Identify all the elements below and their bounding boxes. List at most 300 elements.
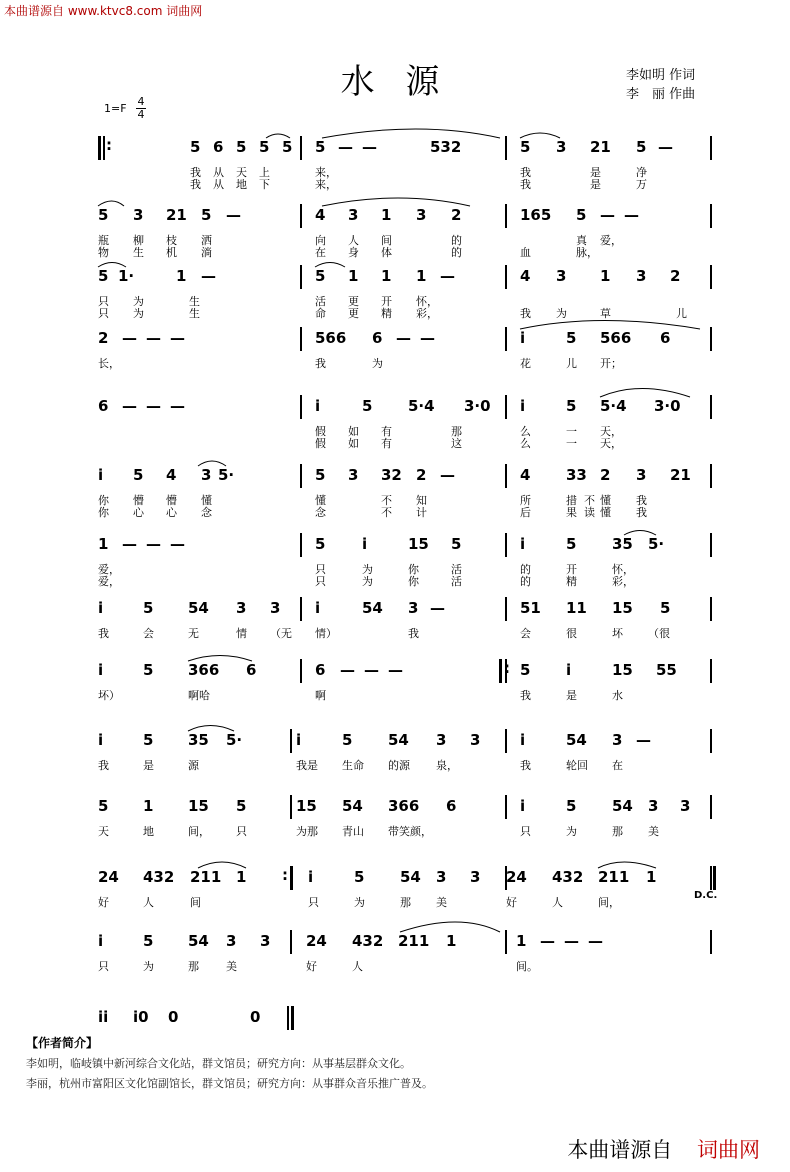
slur — [520, 321, 700, 330]
lyric-verse1: （无 — [270, 627, 292, 640]
jianpu-note: 21 — [590, 138, 611, 156]
jianpu-note: 54 — [612, 797, 633, 815]
jianpu-note: 3 — [270, 599, 281, 617]
jianpu-note: — — [201, 267, 216, 285]
lyric-verse2: 爱， — [98, 575, 120, 588]
jianpu-note: 5· — [218, 466, 235, 484]
jianpu-note: 2 — [451, 206, 462, 224]
jianpu-note: 2 — [600, 466, 611, 484]
slur — [322, 198, 470, 206]
jianpu-note: i — [98, 599, 104, 617]
lyric-verse2: 草 — [600, 307, 611, 320]
lyric-verse2: 脉， — [576, 246, 598, 259]
lyric-verse1: 人 — [143, 896, 154, 909]
jianpu-note: 2 — [98, 329, 109, 347]
lyric-verse1: 坏） — [98, 689, 120, 702]
lyric-verse2: 我 — [636, 506, 647, 519]
jianpu-note: 1· — [118, 267, 135, 285]
slur — [624, 531, 656, 536]
lyric-verse2: 的 — [520, 575, 531, 588]
lyric-verse2: 在 — [315, 246, 326, 259]
slur — [600, 389, 690, 398]
lyric-verse1: 是 — [566, 689, 577, 702]
jianpu-note: i — [315, 599, 321, 617]
lyric-verse1: 不 — [381, 494, 392, 507]
lyric-verse1: 怀， — [416, 295, 438, 308]
lyric-verse2: 念 — [315, 506, 326, 519]
lyric-verse1: 啊 — [315, 689, 326, 702]
lyric-verse1: 好 — [306, 960, 317, 973]
lyric-verse2: 天， — [600, 437, 622, 450]
jianpu-note: i — [98, 661, 104, 679]
lyric-verse2: 体 — [381, 246, 392, 259]
lyric-verse1: 只 — [98, 295, 109, 308]
lyric-verse2: 下 — [259, 178, 270, 191]
meter-bottom: 4 — [137, 108, 145, 121]
jianpu-note: 3·0 — [654, 397, 681, 415]
bio-heading: 【作者简介】 — [26, 1036, 99, 1050]
lyric-verse2: 你 — [98, 506, 109, 519]
jianpu-note: 1 — [381, 267, 392, 285]
repeat-dots: : — [106, 136, 112, 154]
jianpu-note: 5 — [236, 138, 247, 156]
dc-marking: D.C. — [694, 890, 718, 901]
lyric-verse2: 我 — [190, 178, 201, 191]
jianpu-note: 5 — [315, 466, 326, 484]
jianpu-note: 5 — [520, 661, 531, 679]
jianpu-note: 1 — [516, 932, 527, 950]
lyric-verse1: 为 — [362, 563, 373, 576]
lyric-verse1: 只 — [520, 825, 531, 838]
jianpu-note: i — [520, 329, 526, 347]
lyric-verse1: 那 — [612, 825, 623, 838]
lyric-verse1: 间， — [598, 896, 620, 909]
jianpu-note: 5 — [315, 138, 326, 156]
jianpu-note: 5·4 — [408, 397, 435, 415]
jianpu-note: i — [98, 731, 104, 749]
lyric-verse2: 来， — [315, 178, 337, 191]
lyric-verse2: 生 — [189, 307, 200, 320]
jianpu-note: 5 — [236, 797, 247, 815]
lyric-verse1: 青山 — [342, 825, 364, 838]
jianpu-note: — — [388, 661, 403, 679]
jianpu-note: 11 — [566, 599, 587, 617]
jianpu-note: 6 — [315, 661, 326, 679]
jianpu-note: 5 — [201, 206, 212, 224]
lyric-verse1: 的 — [451, 234, 462, 247]
jianpu-note: 3 — [436, 868, 447, 886]
lyric-verse1: 在 — [612, 759, 623, 772]
lyric-verse2: 为 — [556, 307, 567, 320]
jianpu-note: 1 — [416, 267, 427, 285]
jianpu-note: 5· — [648, 535, 665, 553]
jianpu-note: 366 — [188, 661, 220, 679]
lyric-verse1: 坏 — [612, 627, 623, 640]
jianpu-note: 15 — [296, 797, 317, 815]
lyric-verse2: 有 — [381, 437, 392, 450]
jianpu-note: — — [122, 535, 137, 553]
jianpu-note: 3 — [436, 731, 447, 749]
lyric-verse1: 天 — [236, 166, 247, 179]
jianpu-note: — — [226, 206, 241, 224]
lyric-verse1: 源 — [188, 759, 199, 772]
jianpu-note: 6 — [98, 397, 109, 415]
jianpu-note: 3 — [648, 797, 659, 815]
lyric-verse1: 生命 — [342, 759, 364, 772]
lyric-verse1: 是 — [590, 166, 601, 179]
jianpu-note: 5·4 — [600, 397, 627, 415]
lyric-verse1: 地 — [143, 825, 154, 838]
lyric-verse1: 爱， — [98, 563, 120, 576]
lyric-verse2: 我 — [520, 178, 531, 191]
jianpu-note: 5 — [133, 466, 144, 484]
slur — [598, 862, 656, 868]
lyric-verse2: 心 — [133, 506, 144, 519]
jianpu-note: i — [296, 731, 302, 749]
slur — [266, 134, 290, 138]
jianpu-note: — — [564, 932, 579, 950]
lyric-verse1: 是 — [143, 759, 154, 772]
jianpu-note: 1 — [176, 267, 187, 285]
jianpu-note: 211 — [398, 932, 430, 950]
lyric-verse1: 一 — [566, 425, 577, 438]
lyric-verse1: 为 — [354, 896, 365, 909]
jianpu-note: 1 — [446, 932, 457, 950]
slur — [188, 656, 252, 662]
jianpu-note: 21 — [670, 466, 691, 484]
jianpu-note: 51 — [520, 599, 541, 617]
lyric-verse2: 地 — [236, 178, 247, 191]
jianpu-note: i — [520, 797, 526, 815]
jianpu-note: 5 — [98, 797, 109, 815]
footer-brand-text: 词曲网 — [697, 1138, 760, 1162]
lyric-verse1: 来， — [315, 166, 337, 179]
jianpu-note: 15 — [408, 535, 429, 553]
jianpu-note: — — [658, 138, 673, 156]
song-title: 水 源 — [340, 62, 450, 102]
lyric-verse2: 计 — [416, 506, 427, 519]
lyric-verse2: 活 — [451, 575, 462, 588]
lyric-verse1: 花 — [520, 357, 531, 370]
jianpu-note: 6 — [446, 797, 457, 815]
lyric-verse2: 身 — [348, 246, 359, 259]
lyric-verse1: 间， — [188, 825, 210, 838]
jianpu-note: 5 — [143, 661, 154, 679]
lyric-verse2: 果 — [566, 506, 577, 519]
jianpu-note: 4 — [520, 267, 531, 285]
lyric-verse1: 活 — [315, 295, 326, 308]
jianpu-note: — — [636, 731, 651, 749]
jianpu-note: 21 — [166, 206, 187, 224]
lyric-verse2: 心 — [166, 506, 177, 519]
jianpu-note: 5 — [660, 599, 671, 617]
jianpu-note: 4 — [166, 466, 177, 484]
lyric-verse2: 一 — [566, 437, 577, 450]
jianpu-note: — — [340, 661, 355, 679]
jianpu-note: 54 — [400, 868, 421, 886]
jianpu-note: i0 — [133, 1008, 149, 1026]
jianpu-note: 24 — [506, 868, 527, 886]
lyric-verse1: 人 — [552, 896, 563, 909]
slur — [198, 461, 226, 466]
lyric-verse1: 轮回 — [566, 759, 588, 772]
lyric-verse1: 生 — [189, 295, 200, 308]
lyric-verse1: 为 — [133, 295, 144, 308]
lyric-verse1: 人 — [348, 234, 359, 247]
jianpu-note: 3 — [636, 466, 647, 484]
jianpu-note: 5 — [315, 535, 326, 553]
jianpu-note: 1 — [600, 267, 611, 285]
lyric-verse1: 我 — [520, 759, 531, 772]
lyric-verse1: 么 — [520, 425, 531, 438]
jianpu-note: 3 — [348, 206, 359, 224]
slur — [98, 201, 124, 206]
lyric-verse2: 为 — [133, 307, 144, 320]
lyric-verse1: 柳 — [133, 234, 144, 247]
jianpu-note: — — [362, 138, 377, 156]
jianpu-note: 432 — [143, 868, 175, 886]
lyric-verse2: 读 — [584, 506, 595, 519]
lyric-verse1: 啊哈 — [188, 689, 210, 702]
jianpu-note: 2 — [416, 466, 427, 484]
lyric-verse1: 美 — [648, 825, 659, 838]
slur — [520, 133, 560, 138]
jianpu-note: 33 — [566, 466, 587, 484]
lyric-verse1: 瓶 — [98, 234, 109, 247]
jianpu-note: 5 — [566, 397, 577, 415]
jianpu-note: 566 — [600, 329, 632, 347]
jianpu-note: — — [122, 397, 137, 415]
repeat-end-dots: : — [282, 866, 288, 884]
lyric-verse1: 你 — [408, 563, 419, 576]
jianpu-note: — — [170, 397, 185, 415]
lyric-verse2: 这 — [451, 437, 462, 450]
jianpu-note: 5 — [143, 731, 154, 749]
lyric-verse1: 泉， — [436, 759, 458, 772]
jianpu-note: 4 — [520, 466, 531, 484]
jianpu-note: 3 — [612, 731, 623, 749]
slur — [98, 263, 126, 268]
jianpu-note: — — [364, 661, 379, 679]
lyric-verse2: 万 — [636, 178, 647, 191]
jianpu-note: 5 — [520, 138, 531, 156]
jianpu-note: — — [430, 599, 445, 617]
jianpu-note: 532 — [430, 138, 462, 156]
jianpu-note: 5 — [342, 731, 353, 749]
lyric-verse1: 为那 — [296, 825, 318, 838]
jianpu-note: 3 — [556, 267, 567, 285]
lyric-verse1: 无 — [188, 627, 199, 640]
lyric-verse1: 为 — [566, 825, 577, 838]
jianpu-note: i — [520, 535, 526, 553]
lyric-verse1: 带笑颜， — [388, 825, 432, 838]
bio-line-2: 李丽，杭州市富阳区文化馆副馆长，群文馆员；研究方向：从事群众音乐推广普及。 — [26, 1077, 433, 1090]
lyric-verse2: 我 — [520, 307, 531, 320]
lyric-verse2: 血 — [520, 246, 531, 259]
lyric-verse1: 我 — [520, 166, 531, 179]
lyric-verse2: 么 — [520, 437, 531, 450]
jianpu-note: 3 — [133, 206, 144, 224]
lyric-verse1: 所 — [520, 494, 531, 507]
jianpu-note: 2 — [670, 267, 681, 285]
slur — [322, 129, 500, 138]
lyric-verse2: 为 — [362, 575, 373, 588]
lyric-verse2: 儿 — [676, 307, 687, 320]
jianpu-note: 3 — [416, 206, 427, 224]
lyric-verse2: 机 — [166, 246, 177, 259]
lyric-verse1: 我 — [520, 689, 531, 702]
jianpu-note: 5 — [259, 138, 270, 156]
footer — [567, 1134, 760, 1164]
lyric-verse2: 不 — [381, 506, 392, 519]
jianpu-note: ii — [98, 1008, 109, 1026]
lyric-verse1: 我 — [98, 627, 109, 640]
jianpu-note: 5 — [566, 797, 577, 815]
jianpu-note: 5 — [636, 138, 647, 156]
lyric-verse1: 会 — [520, 627, 531, 640]
jianpu-note: 3 — [260, 932, 271, 950]
lyric-verse1: 开 — [381, 295, 392, 308]
lyric-verse1: 真 — [576, 234, 587, 247]
lyric-verse1: 不 — [584, 494, 595, 507]
lyric-verse1: 懵 — [133, 494, 144, 507]
lyric-verse2: 你 — [408, 575, 419, 588]
jianpu-note: 5 — [451, 535, 462, 553]
lyric-verse1: 开； — [600, 357, 622, 370]
jianpu-note: 5 — [143, 599, 154, 617]
lyric-verse1: 从 — [213, 166, 224, 179]
jianpu-note: 0 — [250, 1008, 261, 1026]
lyric-verse1: 如 — [348, 425, 359, 438]
lyric-verse1: 开 — [566, 563, 577, 576]
jianpu-note: 3 — [470, 868, 481, 886]
lyric-verse1: 的源 — [388, 759, 410, 772]
jianpu-note: 5 — [362, 397, 373, 415]
lyric-verse2: 假 — [315, 437, 326, 450]
jianpu-note: 35 — [612, 535, 633, 553]
lyric-verse1: 那 — [188, 960, 199, 973]
jianpu-note: 432 — [552, 868, 584, 886]
jianpu-note: 3 — [226, 932, 237, 950]
jianpu-note: 5 — [143, 932, 154, 950]
slur — [188, 726, 234, 732]
lyric-verse1: 情 — [236, 627, 247, 640]
jianpu-note: — — [396, 329, 411, 347]
lyric-verse2: 的 — [451, 246, 462, 259]
lyric-verse2: 淌 — [201, 246, 212, 259]
lyric-verse1: 很 — [566, 627, 577, 640]
jianpu-note: 6 — [213, 138, 224, 156]
jianpu-note: 211 — [598, 868, 630, 886]
lyric-verse1: 只 — [236, 825, 247, 838]
lyric-verse1: 懵 — [166, 494, 177, 507]
jianpu-note: 366 — [388, 797, 420, 815]
jianpu-note: 5 — [190, 138, 201, 156]
jianpu-note: — — [170, 329, 185, 347]
lyric-verse1: 爱， — [600, 234, 622, 247]
lyric-verse1: 洒 — [201, 234, 212, 247]
lyric-verse1: 我 — [98, 759, 109, 772]
jianpu-note: 5 — [315, 267, 326, 285]
jianpu-note: 54 — [388, 731, 409, 749]
jianpu-note: — — [600, 206, 615, 224]
jianpu-note: 32 — [381, 466, 402, 484]
bio-line-1: 李如明，临岐镇中新河综合文化站，群文馆员；研究方向：从事基层群众文化。 — [26, 1057, 411, 1070]
lyric-verse2: 只 — [98, 307, 109, 320]
jianpu-note: 24 — [306, 932, 327, 950]
jianpu-note: 5 — [282, 138, 293, 156]
lyric-verse2: 命 — [315, 307, 326, 320]
lyric-verse1: 向 — [315, 234, 326, 247]
jianpu-note: — — [146, 535, 161, 553]
repeat-dots: : — [504, 659, 510, 677]
lyric-verse1: 净 — [636, 166, 647, 179]
meter-top: 4 — [137, 95, 145, 108]
jianpu-note: — — [146, 329, 161, 347]
jianpu-note: 54 — [188, 932, 209, 950]
lyric-verse1: 那 — [451, 425, 462, 438]
lyric-verse1: 怀， — [612, 563, 634, 576]
lyric-verse1: 有 — [381, 425, 392, 438]
lyric-verse1: 为 — [143, 960, 154, 973]
lyric-verse1: 你 — [98, 494, 109, 507]
jianpu-note: 3 — [680, 797, 691, 815]
lyric-verse1: 人 — [352, 960, 363, 973]
jianpu-note: 5 — [98, 267, 109, 285]
jianpu-note: — — [440, 466, 455, 484]
jianpu-note: 6 — [660, 329, 671, 347]
jianpu-note: 3 — [348, 466, 359, 484]
lyric-verse1: 我是 — [296, 759, 318, 772]
jianpu-note: i — [308, 868, 314, 886]
lyric-verse1: 更 — [348, 295, 359, 308]
lyric-verse2: 只 — [315, 575, 326, 588]
footer-source-text: 本曲谱源自 — [567, 1138, 673, 1162]
jianpu-note: i — [520, 397, 526, 415]
header-site-text: 本曲谱源自 www.ktvc8.com 词曲网 — [4, 4, 203, 18]
lyric-verse1: 好 — [506, 896, 517, 909]
jianpu-note: 211 — [190, 868, 222, 886]
jianpu-note: 54 — [342, 797, 363, 815]
lyric-verse2: 后 — [520, 506, 531, 519]
lyric-verse1: 会 — [143, 627, 154, 640]
lyric-verse1: 间 — [381, 234, 392, 247]
lyric-verse1: 活 — [451, 563, 462, 576]
lyric-verse1: 懂 — [315, 494, 326, 507]
jianpu-note: i — [98, 932, 104, 950]
lyric-verse2: 精 — [381, 307, 392, 320]
lyric-verse1: 间。 — [516, 960, 538, 973]
jianpu-note: 15 — [612, 599, 633, 617]
lyric-verse2: 彩， — [416, 307, 438, 320]
jianpu-note: 0 — [168, 1008, 179, 1026]
lyric-verse2: 物 — [98, 246, 109, 259]
lyric-verse2: 从 — [213, 178, 224, 191]
lyric-verse1: 情） — [315, 627, 337, 640]
lyric-verse1: 美 — [226, 960, 237, 973]
jianpu-note: 35 — [188, 731, 209, 749]
jianpu-note: 3 — [201, 466, 212, 484]
jianpu-note: 1 — [98, 535, 109, 553]
slur — [315, 263, 345, 268]
lyric-verse1: 我 — [190, 166, 201, 179]
lyric-verse1: 假 — [315, 425, 326, 438]
jianpu-note: — — [624, 206, 639, 224]
lyric-verse2: 是 — [590, 178, 601, 191]
jianpu-note: 5 — [576, 206, 587, 224]
jianpu-note: 55 — [656, 661, 677, 679]
lyric-verse1: 间 — [190, 896, 201, 909]
